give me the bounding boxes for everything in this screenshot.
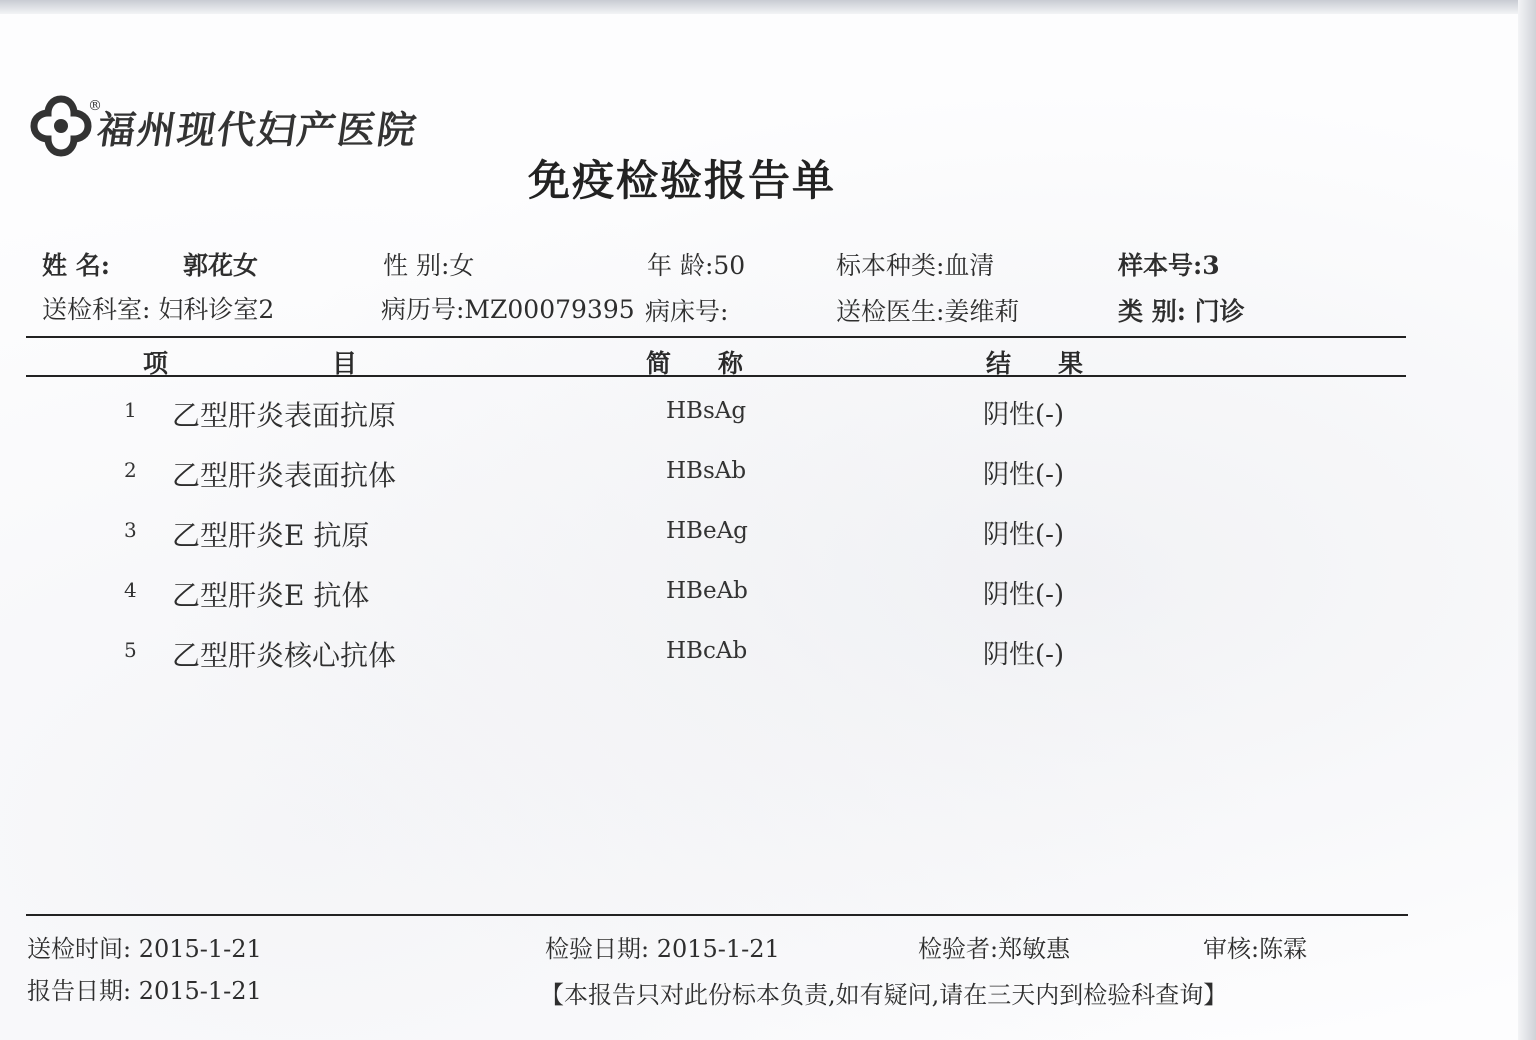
name-label: 姓 名: xyxy=(42,251,110,280)
gender-field: 性 别:女 xyxy=(383,251,475,280)
table-header-rule xyxy=(26,375,1406,377)
header-abbr-1: 简 xyxy=(646,349,672,378)
record-no-field: 病历号:MZ00079395 xyxy=(381,295,635,324)
row-abbr: HBsAb xyxy=(666,458,747,484)
header-abbr-2: 称 xyxy=(718,349,744,378)
footer-rule xyxy=(26,914,1408,916)
row-item: 乙型肝炎E 抗原 xyxy=(172,519,370,552)
row-item: 乙型肝炎核心抗体 xyxy=(172,639,397,672)
row-item: 乙型肝炎E 抗体 xyxy=(172,579,370,612)
header-result-1: 结 xyxy=(986,349,1012,378)
submit-time: 送检时间: 2015-1-21 xyxy=(27,935,262,963)
registered-mark: ® xyxy=(88,98,102,114)
header-item-2: 目 xyxy=(332,349,358,378)
row-abbr: HBsAg xyxy=(666,398,747,424)
row-result: 阴性(-) xyxy=(983,580,1065,610)
doctor-field: 送检医生:姜维莉 xyxy=(836,297,1020,326)
row-abbr: HBcAb xyxy=(666,638,748,664)
report-title: 免疫检验报告单 xyxy=(528,156,837,205)
row-abbr: HBeAb xyxy=(666,578,748,604)
scan-edge-right xyxy=(1518,0,1536,1040)
header-result-2: 果 xyxy=(1058,349,1084,378)
report-date: 报告日期: 2015-1-21 xyxy=(27,977,262,1005)
age-field: 年 龄:50 xyxy=(647,251,746,280)
test-date: 检验日期: 2015-1-21 xyxy=(545,935,780,963)
row-abbr: HBeAg xyxy=(666,518,748,544)
sample-no-field: 样本号:3 xyxy=(1118,251,1220,280)
row-result: 阴性(-) xyxy=(983,460,1065,490)
name-value: 郭花女 xyxy=(183,251,259,280)
category-field: 类 别: 门诊 xyxy=(1118,297,1245,326)
tester: 检验者:郑敏惠 xyxy=(918,935,1071,963)
row-number: 4 xyxy=(124,578,137,602)
reviewer: 审核:陈霖 xyxy=(1203,935,1308,963)
disclaimer: 【本报告只对此份标本负责,如有疑问,请在三天内到检验科查询】 xyxy=(540,981,1228,1009)
row-number: 2 xyxy=(124,458,137,482)
table-top-rule xyxy=(26,336,1406,338)
row-number: 3 xyxy=(124,518,137,542)
row-result: 阴性(-) xyxy=(983,520,1065,550)
hospital-name: 福州现代妇产医院 xyxy=(94,107,421,152)
row-number: 5 xyxy=(124,638,137,662)
row-result: 阴性(-) xyxy=(983,640,1065,670)
row-number: 1 xyxy=(124,398,137,422)
hospital-logo-icon xyxy=(30,95,92,157)
specimen-type-field: 标本种类:血清 xyxy=(836,251,995,280)
scan-edge-top xyxy=(0,0,1536,14)
row-item: 乙型肝炎表面抗体 xyxy=(172,459,397,492)
header-item-1: 项 xyxy=(143,349,169,378)
bed-no-field: 病床号: xyxy=(645,297,729,326)
department-field: 送检科室: 妇科诊室2 xyxy=(42,295,275,324)
row-result: 阴性(-) xyxy=(983,400,1065,430)
row-item: 乙型肝炎表面抗原 xyxy=(172,399,397,432)
